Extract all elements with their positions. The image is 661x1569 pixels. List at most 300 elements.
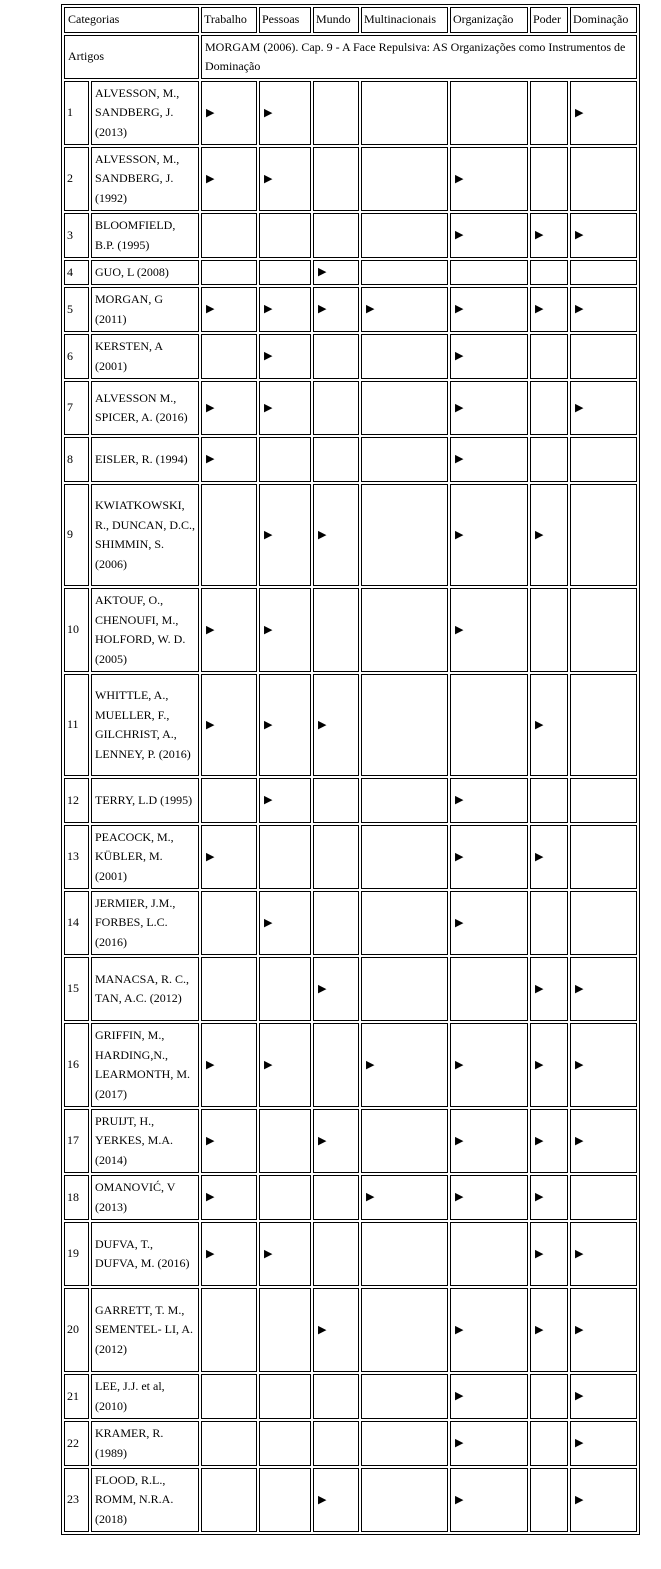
cell-pessoas: [259, 484, 311, 586]
cell-poder: [530, 81, 568, 145]
cell-multinacionais: [361, 891, 448, 955]
arrow-marker-icon: ▶: [575, 229, 584, 242]
cell-trabalho: [201, 1421, 257, 1466]
cell-mundo: [313, 1374, 359, 1419]
cell-pessoas: [259, 213, 311, 258]
arrow-marker-icon: ▶: [455, 1437, 464, 1450]
cell-mundo: [313, 260, 359, 285]
arrow-marker-icon: ▶: [206, 1134, 215, 1147]
table-row: [64, 1421, 637, 1466]
cell-pessoas: [259, 588, 311, 672]
cell-poder: [530, 891, 568, 955]
cell-trabalho: [201, 588, 257, 672]
cell-dominacao: [570, 588, 637, 672]
cell-pessoas: [259, 381, 311, 435]
cell-poder: [530, 381, 568, 435]
cell-poder: [530, 437, 568, 482]
arrow-marker-icon: ▶: [535, 528, 544, 541]
arrow-marker-icon: ▶: [455, 623, 464, 636]
row-number: 14: [64, 891, 89, 955]
cell-trabalho: [201, 287, 257, 332]
arrow-marker-icon: ▶: [206, 172, 215, 185]
row-number: 11: [64, 674, 89, 776]
cell-pessoas: [259, 1175, 311, 1220]
row-number: 7: [64, 381, 89, 435]
column-header-dominacao: Dominação: [570, 7, 637, 33]
cell-trabalho: [201, 1222, 257, 1286]
cell-trabalho: [201, 1468, 257, 1532]
article-reference: EISLER, R. (1994): [91, 437, 199, 482]
arrow-marker-icon: ▶: [575, 1493, 584, 1506]
cell-poder: [530, 1109, 568, 1173]
arrow-marker-icon: ▶: [264, 350, 273, 363]
cell-multinacionais: [361, 334, 448, 379]
arrow-marker-icon: ▶: [455, 850, 464, 863]
arrow-marker-icon: ▶: [535, 1058, 544, 1071]
arrow-marker-icon: ▶: [455, 1191, 464, 1204]
article-reference: TERRY, L.D (1995): [91, 778, 199, 823]
cell-organizacao: [450, 1109, 528, 1173]
cell-pessoas: [259, 674, 311, 776]
arrow-marker-icon: ▶: [455, 229, 464, 242]
arrow-marker-icon: ▶: [366, 1058, 375, 1071]
cell-mundo: [313, 588, 359, 672]
cell-mundo: [313, 1222, 359, 1286]
cell-mundo: [313, 287, 359, 332]
cell-dominacao: [570, 260, 637, 285]
cell-trabalho: [201, 778, 257, 823]
cell-multinacionais: [361, 1175, 448, 1220]
arrow-marker-icon: ▶: [455, 1058, 464, 1071]
arrow-marker-icon: ▶: [455, 1134, 464, 1147]
arrow-marker-icon: ▶: [535, 1134, 544, 1147]
arrow-marker-icon: ▶: [264, 303, 273, 316]
article-reference: MANACSA, R. C., TAN, A.C. (2012): [91, 957, 199, 1021]
arrow-marker-icon: ▶: [535, 850, 544, 863]
article-reference: KWIATKOWSKI, R., DUNCAN, D.C., SHIMMIN, S. (2006): [91, 484, 199, 586]
cell-dominacao: [570, 1468, 637, 1532]
cell-mundo: [313, 674, 359, 776]
arrow-marker-icon: ▶: [264, 172, 273, 185]
column-header-trabalho: Trabalho: [201, 7, 257, 33]
row-number: 2: [64, 147, 89, 211]
cell-multinacionais: [361, 1421, 448, 1466]
row-number: 3: [64, 213, 89, 258]
row-number: 20: [64, 1288, 89, 1372]
cell-multinacionais: [361, 484, 448, 586]
cell-poder: [530, 778, 568, 823]
cell-dominacao: [570, 891, 637, 955]
article-reference: WHITTLE, A., MUELLER, F., GILCHRIST, A., LENNEY, P. (2016): [91, 674, 199, 776]
cell-poder: [530, 260, 568, 285]
cell-trabalho: [201, 674, 257, 776]
table-row: [64, 1023, 637, 1107]
cell-dominacao: [570, 674, 637, 776]
cell-mundo: [313, 1421, 359, 1466]
arrow-marker-icon: ▶: [206, 623, 215, 636]
cell-dominacao: [570, 287, 637, 332]
arrow-marker-icon: ▶: [206, 106, 215, 119]
table-row: [64, 891, 637, 955]
cell-multinacionais: [361, 381, 448, 435]
row-number: 15: [64, 957, 89, 1021]
cell-trabalho: [201, 260, 257, 285]
article-reference: KRAMER, R. (1989): [91, 1421, 199, 1466]
article-reference: DUFVA, T., DUFVA, M. (2016): [91, 1222, 199, 1286]
cell-poder: [530, 1222, 568, 1286]
cell-trabalho: [201, 81, 257, 145]
cell-multinacionais: [361, 1222, 448, 1286]
arrow-marker-icon: ▶: [575, 401, 584, 414]
cell-organizacao: [450, 778, 528, 823]
arrow-marker-icon: ▶: [575, 106, 584, 119]
article-reference: GRIFFIN, M., HARDING,N., LEARMONTH, M. (2017): [91, 1023, 199, 1107]
cell-poder: [530, 957, 568, 1021]
cell-organizacao: [450, 1374, 528, 1419]
cell-dominacao: [570, 1288, 637, 1372]
cell-organizacao: [450, 1468, 528, 1532]
arrow-marker-icon: ▶: [264, 401, 273, 414]
article-reference: AKTOUF, O., CHENOUFI, M., HOLFORD, W. D. (2005): [91, 588, 199, 672]
cell-organizacao: [450, 381, 528, 435]
arrow-marker-icon: ▶: [455, 1390, 464, 1403]
cell-mundo: [313, 957, 359, 1021]
cell-dominacao: [570, 957, 637, 1021]
table-row: [64, 484, 637, 586]
table-row: [64, 1109, 637, 1173]
arrow-marker-icon: ▶: [455, 528, 464, 541]
cell-organizacao: [450, 484, 528, 586]
arrow-marker-icon: ▶: [575, 303, 584, 316]
cell-trabalho: [201, 1023, 257, 1107]
arrow-marker-icon: ▶: [206, 850, 215, 863]
header-row: [64, 7, 637, 33]
article-reference: GUO, L (2008): [91, 260, 199, 285]
cell-poder: [530, 287, 568, 332]
cell-pessoas: [259, 778, 311, 823]
cell-trabalho: [201, 891, 257, 955]
cell-pessoas: [259, 1023, 311, 1107]
cell-trabalho: [201, 1109, 257, 1173]
cell-dominacao: [570, 1109, 637, 1173]
cell-trabalho: [201, 437, 257, 482]
arrow-marker-icon: ▶: [575, 1058, 584, 1071]
cell-mundo: [313, 213, 359, 258]
cell-organizacao: [450, 213, 528, 258]
articles-label: Artigos: [64, 35, 199, 79]
source-row: [64, 35, 637, 79]
table-row: [64, 778, 637, 823]
cell-mundo: [313, 1288, 359, 1372]
cell-organizacao: [450, 891, 528, 955]
cell-poder: [530, 674, 568, 776]
cell-dominacao: [570, 81, 637, 145]
cell-mundo: [313, 147, 359, 211]
table-row: [64, 287, 637, 332]
cell-trabalho: [201, 1175, 257, 1220]
cell-organizacao: [450, 588, 528, 672]
arrow-marker-icon: ▶: [264, 623, 273, 636]
cell-multinacionais: [361, 1288, 448, 1372]
cell-dominacao: [570, 778, 637, 823]
table-row: [64, 381, 637, 435]
categories-label: Categorias: [64, 7, 199, 33]
cell-pessoas: [259, 260, 311, 285]
table-row: [64, 81, 637, 145]
arrow-marker-icon: ▶: [535, 718, 544, 731]
cell-trabalho: [201, 381, 257, 435]
source-reference: MORGAM (2006). Cap. 9 - A Face Repulsiva: AS Organizações como Instrumentos de Dominação: [201, 35, 637, 79]
arrow-marker-icon: ▶: [318, 982, 327, 995]
cell-dominacao: [570, 825, 637, 889]
arrow-marker-icon: ▶: [535, 1323, 544, 1336]
arrow-marker-icon: ▶: [455, 794, 464, 807]
cell-dominacao: [570, 484, 637, 586]
article-reference: ALVESSON, M., SANDBERG, J. (2013): [91, 81, 199, 145]
table-row: [64, 1222, 637, 1286]
cell-multinacionais: [361, 957, 448, 1021]
cell-dominacao: [570, 147, 637, 211]
row-number: 5: [64, 287, 89, 332]
cell-mundo: [313, 81, 359, 145]
cell-organizacao: [450, 437, 528, 482]
cell-dominacao: [570, 1175, 637, 1220]
arrow-marker-icon: ▶: [318, 303, 327, 316]
cell-trabalho: [201, 1288, 257, 1372]
cell-mundo: [313, 1175, 359, 1220]
cell-pessoas: [259, 825, 311, 889]
arrow-marker-icon: ▶: [264, 1247, 273, 1260]
article-reference: FLOOD, R.L., ROMM, N.R.A. (2018): [91, 1468, 199, 1532]
cell-multinacionais: [361, 287, 448, 332]
article-reference: PEACOCK, M., KÜBLER, M. (2001): [91, 825, 199, 889]
cell-multinacionais: [361, 213, 448, 258]
table-row: [64, 437, 637, 482]
cell-organizacao: [450, 287, 528, 332]
cell-poder: [530, 588, 568, 672]
arrow-marker-icon: ▶: [455, 401, 464, 414]
cell-mundo: [313, 891, 359, 955]
arrow-marker-icon: ▶: [455, 1323, 464, 1336]
cell-organizacao: [450, 1175, 528, 1220]
cell-dominacao: [570, 437, 637, 482]
cell-organizacao: [450, 147, 528, 211]
article-reference: LEE, J.J. et al, (2010): [91, 1374, 199, 1419]
arrow-marker-icon: ▶: [206, 1247, 215, 1260]
arrow-marker-icon: ▶: [318, 528, 327, 541]
cell-poder: [530, 213, 568, 258]
cell-pessoas: [259, 1222, 311, 1286]
arrow-marker-icon: ▶: [455, 1493, 464, 1506]
cell-dominacao: [570, 1023, 637, 1107]
arrow-marker-icon: ▶: [535, 303, 544, 316]
arrow-marker-icon: ▶: [206, 718, 215, 731]
cell-pessoas: [259, 437, 311, 482]
column-header-organizacao: Organização: [450, 7, 528, 33]
arrow-marker-icon: ▶: [264, 916, 273, 929]
table-row: [64, 957, 637, 1021]
cell-pessoas: [259, 1374, 311, 1419]
cell-pessoas: [259, 287, 311, 332]
cell-dominacao: [570, 1421, 637, 1466]
arrow-marker-icon: ▶: [206, 303, 215, 316]
cell-multinacionais: [361, 588, 448, 672]
cell-pessoas: [259, 81, 311, 145]
cell-multinacionais: [361, 1023, 448, 1107]
cell-poder: [530, 1288, 568, 1372]
cell-multinacionais: [361, 147, 448, 211]
article-reference: KERSTEN, A (2001): [91, 334, 199, 379]
table-row: [64, 1468, 637, 1532]
cell-mundo: [313, 825, 359, 889]
cell-dominacao: [570, 1374, 637, 1419]
article-reference: MORGAN, G (2011): [91, 287, 199, 332]
row-number: 4: [64, 260, 89, 285]
arrow-marker-icon: ▶: [455, 453, 464, 466]
arrow-marker-icon: ▶: [264, 718, 273, 731]
arrow-marker-icon: ▶: [575, 982, 584, 995]
cell-trabalho: [201, 957, 257, 1021]
column-header-multinacionais: Multinacionais: [361, 7, 448, 33]
arrow-marker-icon: ▶: [318, 718, 327, 731]
cell-multinacionais: [361, 1109, 448, 1173]
arrow-marker-icon: ▶: [206, 1058, 215, 1071]
arrow-marker-icon: ▶: [264, 528, 273, 541]
cell-mundo: [313, 484, 359, 586]
table-row: [64, 588, 637, 672]
cell-organizacao: [450, 260, 528, 285]
cell-multinacionais: [361, 260, 448, 285]
row-number: 17: [64, 1109, 89, 1173]
column-header-mundo: Mundo: [313, 7, 359, 33]
arrow-marker-icon: ▶: [455, 350, 464, 363]
cell-trabalho: [201, 147, 257, 211]
arrow-marker-icon: ▶: [264, 106, 273, 119]
row-number: 10: [64, 588, 89, 672]
cell-organizacao: [450, 1421, 528, 1466]
arrow-marker-icon: ▶: [535, 1191, 544, 1204]
cell-pessoas: [259, 891, 311, 955]
arrow-marker-icon: ▶: [455, 172, 464, 185]
arrow-marker-icon: ▶: [264, 1058, 273, 1071]
cell-mundo: [313, 437, 359, 482]
cell-organizacao: [450, 81, 528, 145]
article-reference: PRUIJT, H., YERKES, M.A. (2014): [91, 1109, 199, 1173]
cell-poder: [530, 1023, 568, 1107]
arrow-marker-icon: ▶: [575, 1323, 584, 1336]
table-row: [64, 674, 637, 776]
arrow-marker-icon: ▶: [206, 453, 215, 466]
cell-poder: [530, 825, 568, 889]
cell-multinacionais: [361, 674, 448, 776]
table-row: [64, 260, 637, 285]
row-number: 19: [64, 1222, 89, 1286]
cell-multinacionais: [361, 778, 448, 823]
cell-trabalho: [201, 213, 257, 258]
arrow-marker-icon: ▶: [535, 1247, 544, 1260]
cell-mundo: [313, 1023, 359, 1107]
article-reference: OMANOVIĆ, V (2013): [91, 1175, 199, 1220]
cell-poder: [530, 1374, 568, 1419]
cell-multinacionais: [361, 81, 448, 145]
cell-pessoas: [259, 147, 311, 211]
arrow-marker-icon: ▶: [206, 1191, 215, 1204]
arrow-marker-icon: ▶: [535, 982, 544, 995]
cell-pessoas: [259, 957, 311, 1021]
cell-trabalho: [201, 825, 257, 889]
table-row: [64, 1288, 637, 1372]
row-number: 12: [64, 778, 89, 823]
row-number: 21: [64, 1374, 89, 1419]
cell-poder: [530, 1468, 568, 1532]
row-number: 18: [64, 1175, 89, 1220]
cell-trabalho: [201, 484, 257, 586]
cell-poder: [530, 147, 568, 211]
table-row: [64, 213, 637, 258]
row-number: 22: [64, 1421, 89, 1466]
article-reference: ALVESSON, M., SANDBERG, J. (1992): [91, 147, 199, 211]
cell-pessoas: [259, 1109, 311, 1173]
cell-organizacao: [450, 674, 528, 776]
arrow-marker-icon: ▶: [366, 1191, 375, 1204]
table-row: [64, 825, 637, 889]
article-reference: ALVESSON M., SPICER, A. (2016): [91, 381, 199, 435]
row-number: 9: [64, 484, 89, 586]
article-reference: JERMIER, J.M., FORBES, L.C. (2016): [91, 891, 199, 955]
cell-poder: [530, 484, 568, 586]
row-number: 8: [64, 437, 89, 482]
arrow-marker-icon: ▶: [318, 1493, 327, 1506]
row-number: 13: [64, 825, 89, 889]
table-row: [64, 147, 637, 211]
cell-multinacionais: [361, 1374, 448, 1419]
arrow-marker-icon: ▶: [318, 1134, 327, 1147]
article-category-table: [61, 4, 640, 1535]
cell-mundo: [313, 1468, 359, 1532]
cell-mundo: [313, 334, 359, 379]
row-number: 1: [64, 81, 89, 145]
cell-organizacao: [450, 957, 528, 1021]
arrow-marker-icon: ▶: [535, 229, 544, 242]
cell-trabalho: [201, 1374, 257, 1419]
arrow-marker-icon: ▶: [455, 916, 464, 929]
cell-poder: [530, 1175, 568, 1220]
cell-organizacao: [450, 825, 528, 889]
table-row: [64, 1175, 637, 1220]
row-number: 23: [64, 1468, 89, 1532]
cell-poder: [530, 334, 568, 379]
arrow-marker-icon: ▶: [264, 794, 273, 807]
cell-mundo: [313, 381, 359, 435]
arrow-marker-icon: ▶: [318, 266, 327, 279]
cell-dominacao: [570, 381, 637, 435]
article-reference: BLOOMFIELD, B.P. (1995): [91, 213, 199, 258]
cell-multinacionais: [361, 1468, 448, 1532]
cell-multinacionais: [361, 825, 448, 889]
cell-mundo: [313, 778, 359, 823]
cell-dominacao: [570, 334, 637, 379]
row-number: 6: [64, 334, 89, 379]
cell-pessoas: [259, 1421, 311, 1466]
cell-organizacao: [450, 334, 528, 379]
arrow-marker-icon: ▶: [575, 1134, 584, 1147]
cell-pessoas: [259, 334, 311, 379]
article-reference: GARRETT, T. M., SEMENTEL- LI, A. (2012): [91, 1288, 199, 1372]
arrow-marker-icon: ▶: [575, 1390, 584, 1403]
column-header-poder: Poder: [530, 7, 568, 33]
arrow-marker-icon: ▶: [575, 1437, 584, 1450]
cell-dominacao: [570, 1222, 637, 1286]
